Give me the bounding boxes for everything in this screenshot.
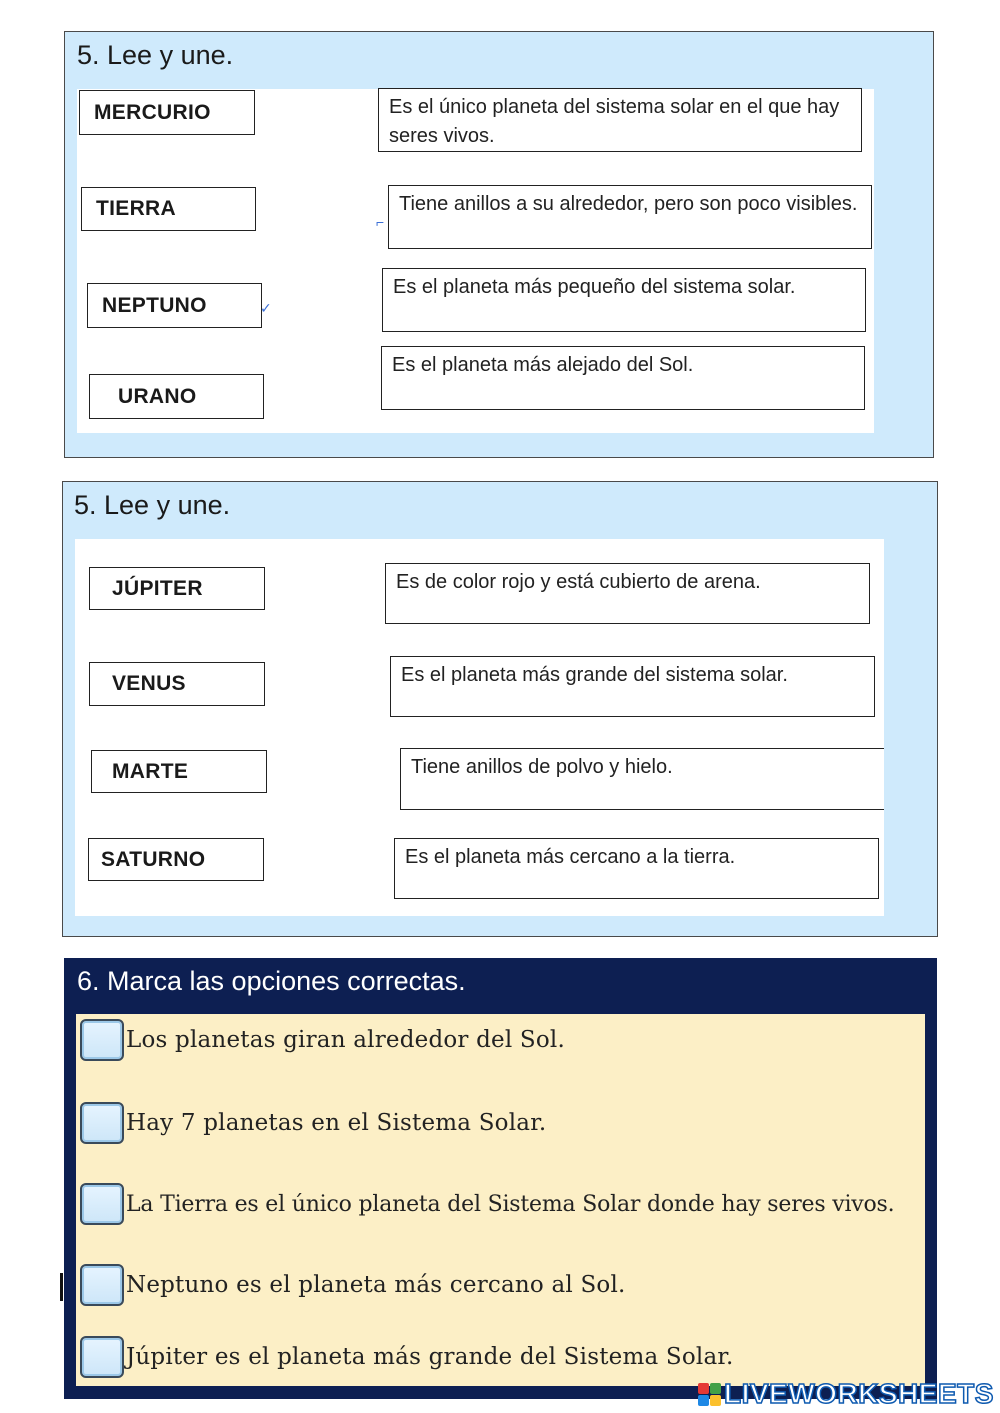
checkbox[interactable] bbox=[80, 1019, 124, 1061]
description-box[interactable]: Es el planeta más grande del sistema solar. bbox=[390, 656, 875, 717]
description-box[interactable]: Tiene anillos a su alrededor, pero son poco visibles. bbox=[388, 185, 872, 249]
checkbox-exercise bbox=[64, 958, 937, 1399]
checkbox[interactable] bbox=[80, 1264, 124, 1306]
description-box[interactable]: Es el planeta más cercano a la tierra. bbox=[394, 838, 879, 899]
option-row bbox=[80, 1264, 626, 1306]
planet-box-marte[interactable]: MARTE bbox=[91, 750, 267, 793]
option-label: Júpiter es el planeta más grande del Sistema Solar. bbox=[126, 1344, 734, 1370]
checkbox[interactable] bbox=[80, 1183, 124, 1225]
description-box[interactable]: Es el único planeta del sistema solar en el que hay seres vivos. bbox=[378, 88, 862, 152]
option-label: La Tierra es el único planeta del Sistema Solar donde hay seres vivos. bbox=[126, 1191, 895, 1217]
section-title: 5. Lee y une. bbox=[77, 40, 234, 70]
planet-box-tierra[interactable]: TIERRA bbox=[81, 187, 256, 231]
section-title: 6. Marca las opciones correctas. bbox=[77, 966, 466, 996]
planet-box-neptuno[interactable]: NEPTUNO bbox=[87, 283, 262, 328]
option-row bbox=[80, 1019, 565, 1061]
connector-mark: ⌐ bbox=[376, 214, 385, 230]
checkbox[interactable] bbox=[80, 1102, 124, 1144]
description-box[interactable]: Es de color rojo y está cubierto de arena. bbox=[385, 563, 870, 624]
planet-box-jupiter[interactable]: JÚPITER bbox=[89, 567, 265, 610]
description-box[interactable]: Es el planeta más pequeño del sistema solar. bbox=[382, 268, 866, 332]
planet-box-urano[interactable]: URANO bbox=[89, 374, 264, 419]
planet-box-mercurio[interactable]: MERCURIO bbox=[79, 90, 255, 135]
section-title: 5. Lee y une. bbox=[74, 490, 231, 520]
description-box[interactable]: Tiene anillos de polvo y hielo. bbox=[400, 748, 884, 810]
option-row bbox=[80, 1336, 734, 1378]
connector-mark: ✓ bbox=[260, 300, 272, 316]
option-label: Hay 7 planetas en el Sistema Solar. bbox=[126, 1110, 547, 1136]
text-cursor-mark bbox=[60, 1273, 63, 1301]
logo-icon bbox=[698, 1383, 721, 1406]
planet-box-saturno[interactable]: SATURNO bbox=[88, 838, 264, 881]
planet-box-venus[interactable]: VENUS bbox=[89, 662, 265, 706]
option-label: Neptuno es el planeta más cercano al Sol. bbox=[126, 1272, 626, 1298]
option-row bbox=[80, 1183, 894, 1225]
option-label: Los planetas giran alrededor del Sol. bbox=[126, 1027, 565, 1053]
option-row bbox=[80, 1102, 546, 1144]
description-box[interactable]: Es el planeta más alejado del Sol. bbox=[381, 346, 865, 410]
logo-text: LIVEWORKSHEETS bbox=[724, 1378, 994, 1409]
options-area bbox=[76, 1014, 925, 1386]
liveworksheets-logo bbox=[698, 1378, 994, 1410]
checkbox[interactable] bbox=[80, 1336, 124, 1378]
